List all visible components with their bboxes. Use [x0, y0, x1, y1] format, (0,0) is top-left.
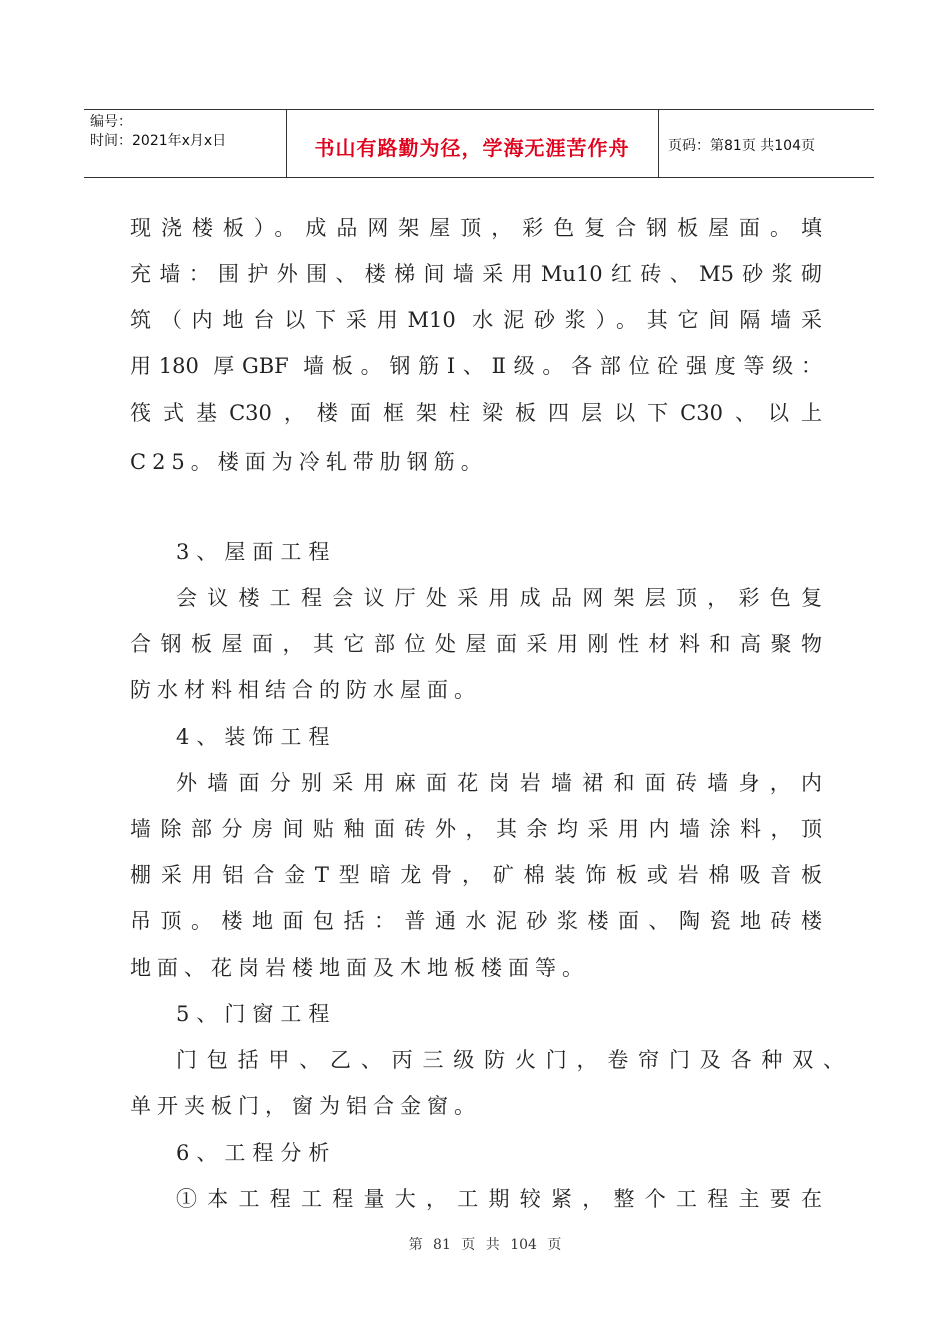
paragraph-line: 现浇楼板）。成品网架屋顶，彩色复合钢板屋面。填 — [130, 216, 822, 240]
paragraph-line: C25。楼面为冷轧带肋钢筋。 — [130, 450, 488, 474]
paragraph-line: 吊顶。楼地面包括：普通水泥砂浆楼面、陶瓷地砖楼 — [130, 909, 822, 933]
header-motto: 书山有路勤为径，学海无涯苦作舟 — [314, 136, 630, 160]
paragraph-line: 墙除部分房间贴釉面砖外，其余均采用内墙涂料，顶 — [130, 817, 822, 841]
paragraph-line: 用180 厚GBF 墙板。钢筋Ⅰ、Ⅱ级。各部位砼强度等级： — [130, 354, 822, 378]
document-time-label: 时间：2021年x月x日 — [90, 133, 227, 149]
paragraph-line: ①本工程工程量大，工期较紧，整个工程主要在 — [176, 1187, 822, 1211]
section-heading-analysis: 6、工程分析 — [176, 1141, 337, 1165]
paragraph-line: 门包括甲、乙、丙三级防火门，卷帘门及各种双、 — [176, 1048, 844, 1072]
paragraph-line: 充墙：围护外围、楼梯间墙采用Mu10红砖、M5砂浆砌 — [130, 262, 822, 286]
paragraph-line: 合钢板屋面，其它部位处屋面采用刚性材料和高聚物 — [130, 632, 822, 656]
section-heading-roof: 3、屋面工程 — [176, 540, 337, 564]
page-footer: 第 81 页 共 104 页 — [408, 1237, 562, 1253]
header-page-info: 页码：第81页 共104页 — [668, 138, 815, 154]
paragraph-line: 防水材料相结合的防水屋面。 — [130, 678, 481, 702]
paragraph-line: 外墙面分别采用麻面花岗岩墙裙和面砖墙身，内 — [176, 771, 822, 795]
paragraph-line: 筑（内地台以下采用M10 水泥砂浆）。其它间隔墙采 — [130, 308, 822, 332]
section-heading-decoration: 4、装饰工程 — [176, 725, 337, 749]
paragraph-line: 会议楼工程会议厅处采用成品网架层顶，彩色复 — [176, 586, 822, 610]
paragraph-line: 筏式基C30，楼面框架柱梁板四层以下C30、以上 — [130, 401, 822, 425]
paragraph-line: 棚采用铝合金T型暗龙骨，矿棉装饰板或岩棉吸音板 — [130, 863, 822, 887]
document-number-label: 编号： — [90, 114, 132, 130]
paragraph-line: 单开夹板门，窗为铝合金窗。 — [130, 1094, 481, 1118]
paragraph-line: 地面、花岗岩楼地面及木地板楼面等。 — [130, 956, 589, 980]
section-heading-doors-windows: 5、门窗工程 — [176, 1002, 337, 1026]
